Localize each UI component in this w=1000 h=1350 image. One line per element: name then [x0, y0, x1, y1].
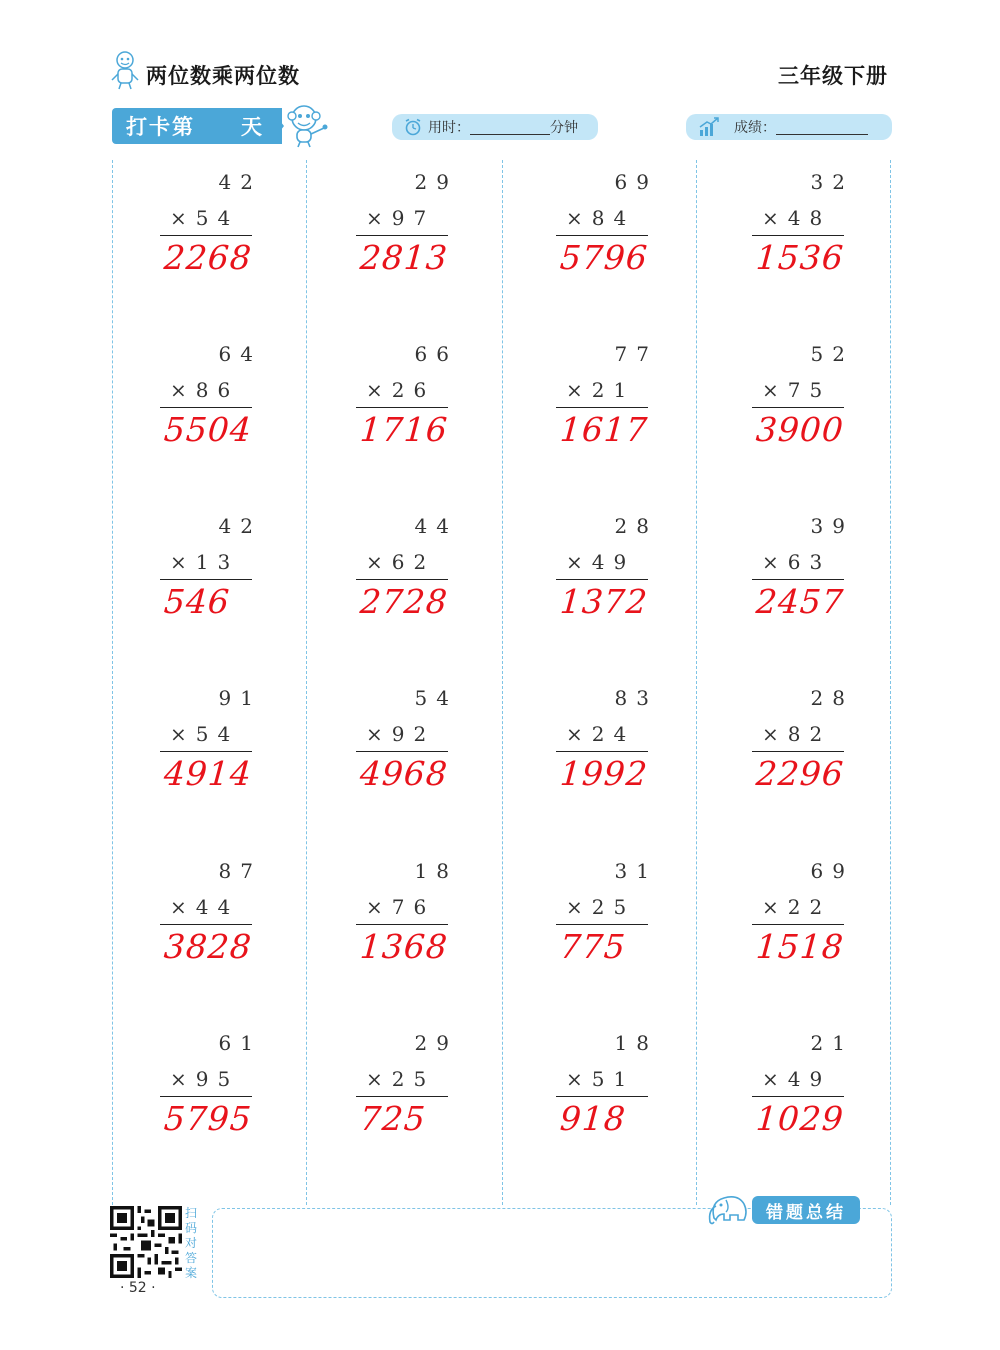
answer-line	[160, 751, 252, 752]
multiplicand: 31	[614, 859, 658, 883]
score-blank[interactable]	[776, 120, 868, 135]
handwritten-answer[interactable]: 1368	[358, 927, 450, 966]
problem-item	[356, 510, 476, 650]
multiplicand: 66	[414, 342, 458, 366]
problem-item	[556, 166, 676, 306]
multiplier: ×97	[366, 206, 436, 230]
answer-line	[556, 579, 648, 580]
answer-line	[160, 579, 252, 580]
answer-line	[556, 235, 648, 236]
page-number: · 52 ·	[120, 1280, 156, 1296]
problem-item	[556, 682, 676, 822]
multiplicand: 28	[810, 686, 854, 710]
handwritten-answer[interactable]: 2728	[358, 582, 450, 621]
problem-item	[160, 1027, 280, 1167]
handwritten-answer[interactable]: 546	[162, 582, 232, 621]
elephant-icon	[704, 1188, 752, 1228]
multiplicand: 54	[414, 686, 458, 710]
answer-line	[556, 751, 648, 752]
checkin-unit: 天	[241, 115, 264, 139]
problem-item	[356, 855, 476, 995]
answer-line	[160, 407, 252, 408]
answer-line	[356, 924, 448, 925]
multiplier: ×95	[170, 1067, 240, 1091]
handwritten-answer[interactable]: 918	[558, 1099, 628, 1138]
handwritten-answer[interactable]: 5796	[558, 238, 650, 277]
multiplicand: 39	[810, 514, 854, 538]
multiplier: ×86	[170, 378, 240, 402]
problem-item	[752, 855, 872, 995]
problem-item	[356, 338, 476, 478]
multiplier: ×63	[762, 550, 832, 574]
handwritten-answer[interactable]: 5795	[162, 1099, 254, 1138]
checkin-banner	[112, 108, 282, 144]
handwritten-answer[interactable]: 4968	[358, 754, 450, 793]
answer-line	[556, 924, 648, 925]
checkin-label: 打卡第	[126, 115, 195, 139]
problem-item	[752, 166, 872, 306]
problem-item	[556, 1027, 676, 1167]
answer-line	[356, 579, 448, 580]
bar-chart-icon	[698, 117, 720, 137]
multiplicand: 18	[414, 859, 458, 883]
problem-item	[556, 855, 676, 995]
handwritten-answer[interactable]: 725	[358, 1099, 428, 1138]
column-divider	[306, 160, 307, 1205]
checkin-banner-arrow	[270, 108, 284, 144]
time-blank[interactable]	[470, 120, 550, 135]
answer-line	[356, 1096, 448, 1097]
multiplier: ×22	[762, 895, 832, 919]
multiplicand: 87	[218, 859, 262, 883]
problem-item	[752, 510, 872, 650]
multiplier: ×76	[366, 895, 436, 919]
multiplicand: 21	[810, 1031, 854, 1055]
handwritten-answer[interactable]: 2813	[358, 238, 450, 277]
monkey-logo-icon	[110, 50, 140, 90]
column-divider	[112, 160, 113, 1205]
handwritten-answer[interactable]: 1617	[558, 410, 650, 449]
answer-line	[160, 924, 252, 925]
page-title: 两位数乘两位数	[146, 64, 300, 88]
answer-line	[752, 924, 844, 925]
answer-line	[356, 751, 448, 752]
monkey-mascot-icon	[284, 100, 330, 148]
multiplicand: 42	[218, 170, 262, 194]
problem-item	[556, 338, 676, 478]
multiplier: ×51	[566, 1067, 636, 1091]
column-divider	[890, 160, 891, 1205]
multiplier: ×26	[366, 378, 436, 402]
handwritten-answer[interactable]: 1518	[754, 927, 846, 966]
qr-caption: 扫码对答案	[185, 1206, 198, 1280]
multiplier: ×49	[762, 1067, 832, 1091]
handwritten-answer[interactable]: 1716	[358, 410, 450, 449]
multiplier: ×49	[566, 550, 636, 574]
column-divider	[696, 160, 697, 1205]
multiplier: ×84	[566, 206, 636, 230]
handwritten-answer[interactable]: 3900	[754, 410, 846, 449]
multiplier: ×24	[566, 722, 636, 746]
answer-line	[752, 1096, 844, 1097]
score-label: 成绩：	[734, 120, 776, 136]
answer-line	[556, 407, 648, 408]
qr-code-icon[interactable]	[110, 1206, 182, 1278]
handwritten-answer[interactable]: 5504	[162, 410, 254, 449]
multiplier: ×21	[566, 378, 636, 402]
multiplier: ×13	[170, 550, 240, 574]
problem-item	[160, 166, 280, 306]
multiplier: ×54	[170, 206, 240, 230]
multiplicand: 83	[614, 686, 658, 710]
handwritten-answer[interactable]: 1372	[558, 582, 650, 621]
multiplier: ×62	[366, 550, 436, 574]
handwritten-answer[interactable]: 3828	[162, 927, 254, 966]
time-unit: 分钟	[550, 120, 578, 136]
answer-line	[752, 579, 844, 580]
multiplicand: 69	[614, 170, 658, 194]
multiplicand: 42	[218, 514, 262, 538]
handwritten-answer[interactable]: 1029	[754, 1099, 846, 1138]
handwritten-answer[interactable]: 1992	[558, 754, 650, 793]
problem-item	[356, 166, 476, 306]
problem-item	[356, 1027, 476, 1167]
multiplicand: 91	[218, 686, 262, 710]
multiplicand: 18	[614, 1031, 658, 1055]
time-field	[392, 114, 598, 140]
handwritten-answer[interactable]: 1536	[754, 238, 846, 277]
grade-label: 三年级下册	[778, 64, 888, 88]
multiplier: ×54	[170, 722, 240, 746]
multiplicand: 29	[414, 1031, 458, 1055]
multiplicand: 69	[810, 859, 854, 883]
answer-line	[160, 1096, 252, 1097]
multiplicand: 61	[218, 1031, 262, 1055]
alarm-clock-icon	[404, 118, 422, 136]
multiplier: ×92	[366, 722, 436, 746]
multiplier: ×25	[566, 895, 636, 919]
problem-item	[160, 855, 280, 995]
mistake-summary-tag: 错题总结	[752, 1196, 860, 1224]
multiplier: ×48	[762, 206, 832, 230]
multiplicand: 32	[810, 170, 854, 194]
handwritten-answer[interactable]: 2268	[162, 238, 254, 277]
problem-item	[160, 510, 280, 650]
answer-line	[356, 235, 448, 236]
multiplicand: 64	[218, 342, 262, 366]
handwritten-answer[interactable]: 4914	[162, 754, 254, 793]
answer-line	[160, 235, 252, 236]
answer-line	[556, 1096, 648, 1097]
handwritten-answer[interactable]: 2296	[754, 754, 846, 793]
multiplier: ×75	[762, 378, 832, 402]
problem-item	[752, 682, 872, 822]
multiplier: ×25	[366, 1067, 436, 1091]
multiplicand: 29	[414, 170, 458, 194]
problem-item	[556, 510, 676, 650]
time-label: 用时：	[428, 120, 470, 136]
multiplier: ×82	[762, 722, 832, 746]
answer-line	[752, 235, 844, 236]
multiplicand: 77	[614, 342, 658, 366]
multiplicand: 28	[614, 514, 658, 538]
multiplicand: 52	[810, 342, 854, 366]
score-field	[686, 114, 892, 140]
handwritten-answer[interactable]: 775	[558, 927, 628, 966]
answer-line	[752, 751, 844, 752]
problem-item	[752, 1027, 872, 1167]
answer-line	[752, 407, 844, 408]
handwritten-answer[interactable]: 2457	[754, 582, 846, 621]
problem-item	[160, 682, 280, 822]
multiplicand: 44	[414, 514, 458, 538]
problem-item	[160, 338, 280, 478]
answer-line	[356, 407, 448, 408]
column-divider	[502, 160, 503, 1205]
multiplier: ×44	[170, 895, 240, 919]
problem-item	[356, 682, 476, 822]
problem-item	[752, 338, 872, 478]
